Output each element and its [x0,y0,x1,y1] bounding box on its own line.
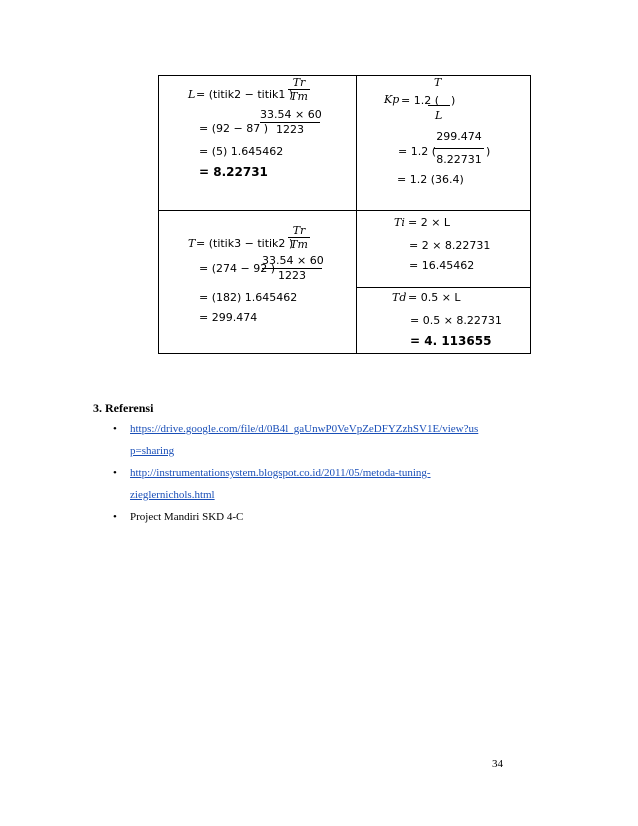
table-subrow-divider [356,287,531,288]
t-result: = 299.474 [199,311,258,324]
t-line2-den: 1223 [278,269,306,282]
kp-line2-suffix: ) [486,145,491,158]
t-frac-den: Tm [290,238,308,251]
td-result: = 4. 113655 [410,334,492,348]
var-l: L [188,88,196,101]
reference-link-1-line1[interactable]: https://drive.google.com/file/d/0B4l_gaUnwP0VeVpZeDFYZzhSV1E/view?us [130,423,479,435]
t-line2-prefix: = (274 − 92 ) [199,262,275,275]
kp-prefix: = 1.2 ( [401,94,439,107]
kp-frac-den: L [435,109,443,122]
l-frac-num: Tr [292,76,306,89]
reference-text-3: Project Mandiri SKD 4-C [130,511,244,523]
t-line2-fraction [262,254,322,283]
var-ti: Ti [394,216,405,229]
kp-line3: = 1.2 (36.4) [397,173,464,186]
reference-link-1-line2[interactable]: p=sharing [130,445,175,457]
td-line2: = 0.5 × 8.22731 [410,314,502,327]
kp-line2-den: 8.22731 [436,153,482,166]
bullet-3: • [113,511,117,523]
t-fraction [288,224,310,251]
kp-line2-bar [434,148,484,149]
kp-frac-num: T [434,76,442,89]
t-frac-num: Tr [292,224,306,237]
var-td: Td [392,291,407,304]
table-row-divider [158,210,531,211]
l-line2-num: 33.54 × 60 [260,108,322,121]
ti-line1: = 2 × L [408,216,451,229]
td-line1: = 0.5 × L [408,291,461,304]
t-prefix: = (titik3 − titik2 ) [196,237,294,250]
l-line2-fraction [260,108,320,137]
l-fraction [288,76,310,103]
reference-link-2-line1[interactable]: http://instrumentationsystem.blogspot.co.id/2011/05/metoda-tuning- [130,467,431,479]
table-column-divider [356,75,357,354]
kp-line2-prefix: = 1.2 ( [398,145,436,158]
kp-suffix: ) [451,94,456,107]
ti-line3: = 16.45462 [409,259,475,272]
ti-line2: = 2 × 8.22731 [409,239,491,252]
l-prefix: = (titik2 − titik1 ) [196,88,294,101]
kp-line2-fraction [434,130,484,167]
bullet-1: • [113,423,117,435]
bullet-2: • [113,467,117,479]
l-line2-prefix: = (92 − 87 ) [199,122,268,135]
references-heading: 3. Referensi [93,401,154,415]
l-line2-den: 1223 [276,123,304,136]
reference-link-2-line2[interactable]: zieglernichols.html [130,489,215,501]
t-line2-num: 33.54 × 60 [262,254,324,267]
l-frac-den: Tm [290,90,308,103]
var-t: T [188,237,196,250]
var-kp: Kp [384,93,400,106]
page-number: 34 [492,758,503,770]
l-result: = 8.22731 [199,165,268,179]
kp-frac-bar [428,105,450,106]
kp-line2-num: 299.474 [436,130,482,143]
t-line3: = (182) 1.645462 [199,291,298,304]
l-line3: = (5) 1.645462 [199,145,284,158]
